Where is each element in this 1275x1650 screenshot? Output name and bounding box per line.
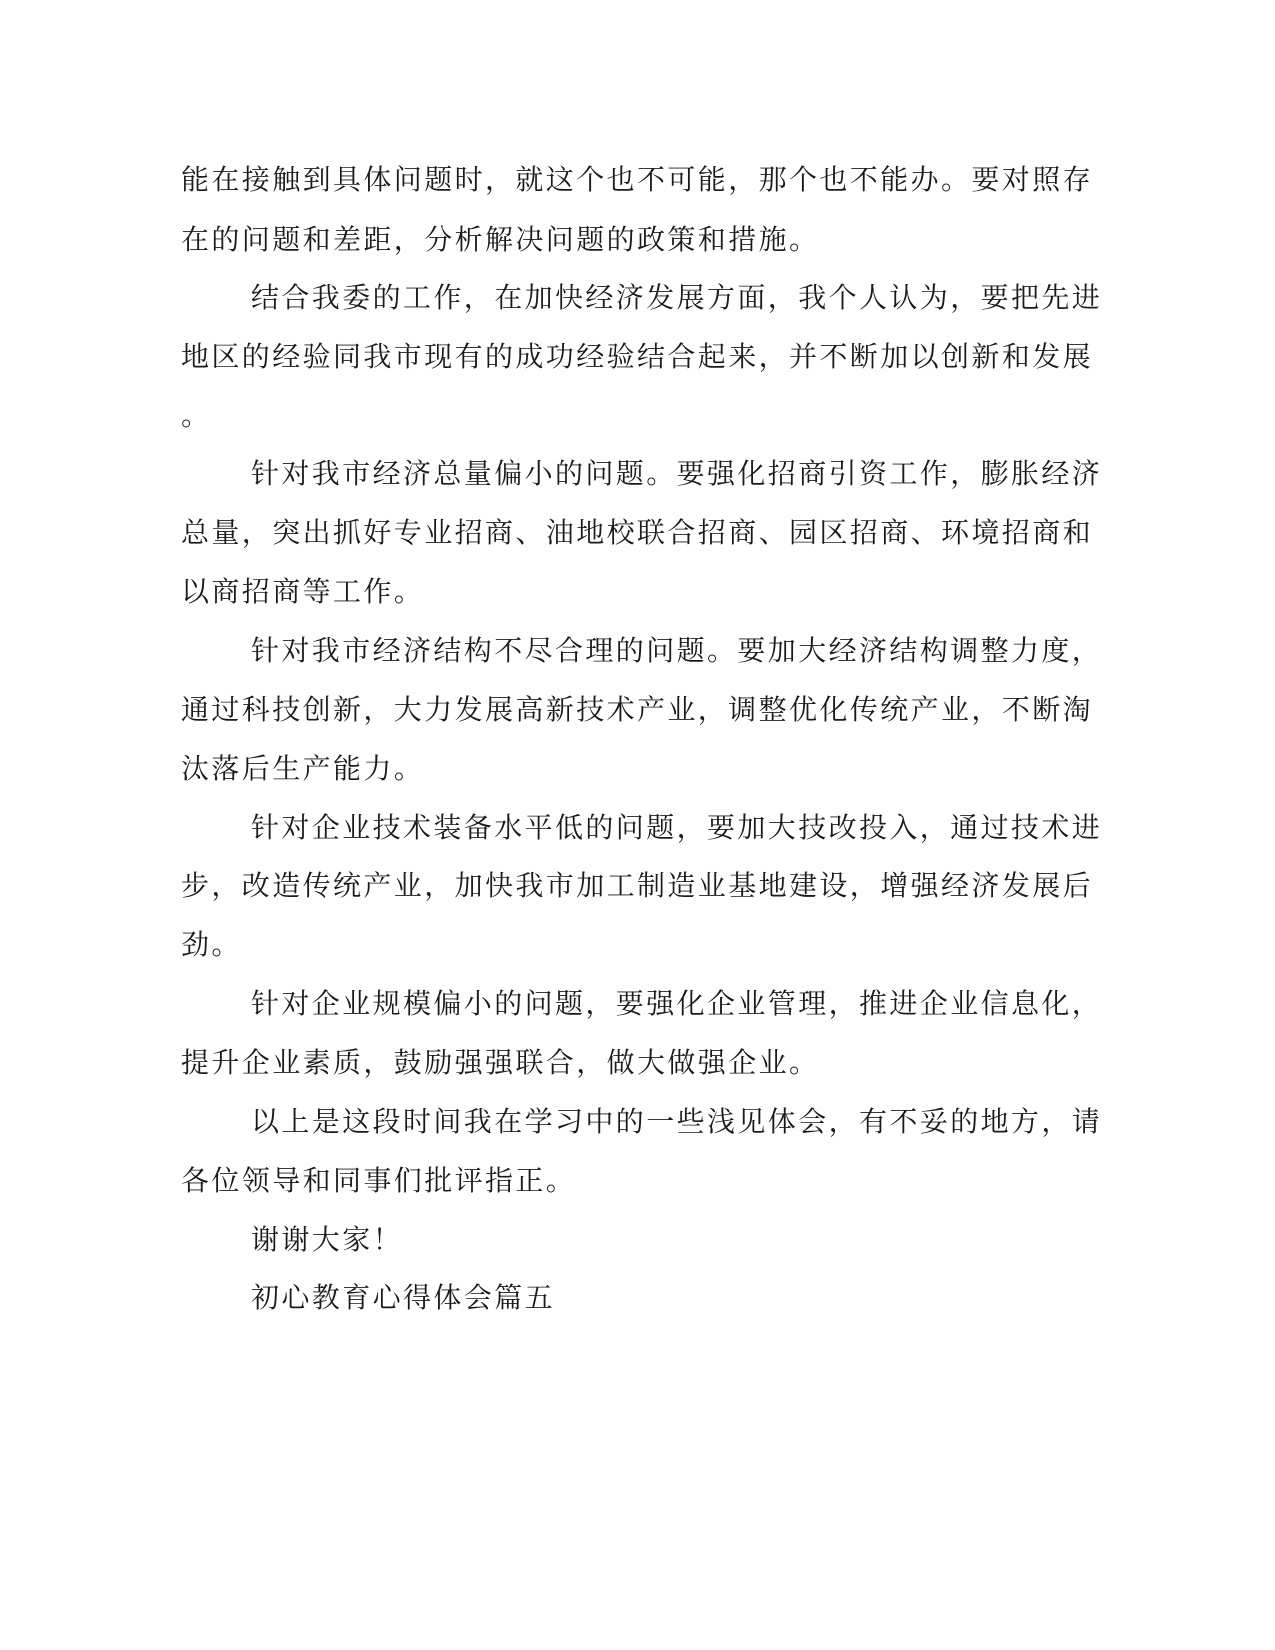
text-line: 通过科技创新，大力发展高新技术产业，调整优化传统产业，不断淘	[181, 693, 1094, 726]
section-heading: 初心教育心得体会篇五	[251, 1281, 556, 1314]
text-line: 以商招商等工作。	[181, 575, 425, 608]
text-line: 。	[181, 399, 212, 432]
text-line: 地区的经验同我市现有的成功经验结合起来，并不断加以创新和发展	[181, 340, 1094, 373]
text-line: 谢谢大家！	[251, 1223, 404, 1256]
text-line: 针对我市经济总量偏小的问题。要强化招商引资工作，膨胀经济	[251, 457, 1103, 490]
text-line: 针对企业技术装备水平低的问题，要加大技改投入，通过技术进	[251, 811, 1103, 844]
text-line: 提升企业素质，鼓励强强联合，做大做强企业。	[181, 1046, 820, 1079]
text-line: 能在接触到具体问题时，就这个也不可能，那个也不能办。要对照存	[181, 163, 1094, 196]
text-line: 各位领导和同事们批评指正。	[181, 1164, 577, 1197]
text-line: 针对企业规模偏小的问题，要强化企业管理，推进企业信息化，	[251, 987, 1103, 1020]
text-line: 在的问题和差距，分析解决问题的政策和措施。	[181, 223, 820, 256]
text-line: 劲。	[181, 928, 242, 961]
text-line: 总量，突出抓好专业招商、油地校联合招商、园区招商、环境招商和	[181, 516, 1094, 549]
text-line: 以上是这段时间我在学习中的一些浅见体会，有不妥的地方，请	[251, 1105, 1103, 1138]
text-line: 针对我市经济结构不尽合理的问题。要加大经济结构调整力度，	[251, 634, 1103, 667]
text-line: 结合我委的工作，在加快经济发展方面，我个人认为，要把先进	[251, 281, 1103, 314]
text-line: 汰落后生产能力。	[181, 752, 425, 785]
text-line: 步，改造传统产业，加快我市加工制造业基地建设，增强经济发展后	[181, 869, 1094, 902]
